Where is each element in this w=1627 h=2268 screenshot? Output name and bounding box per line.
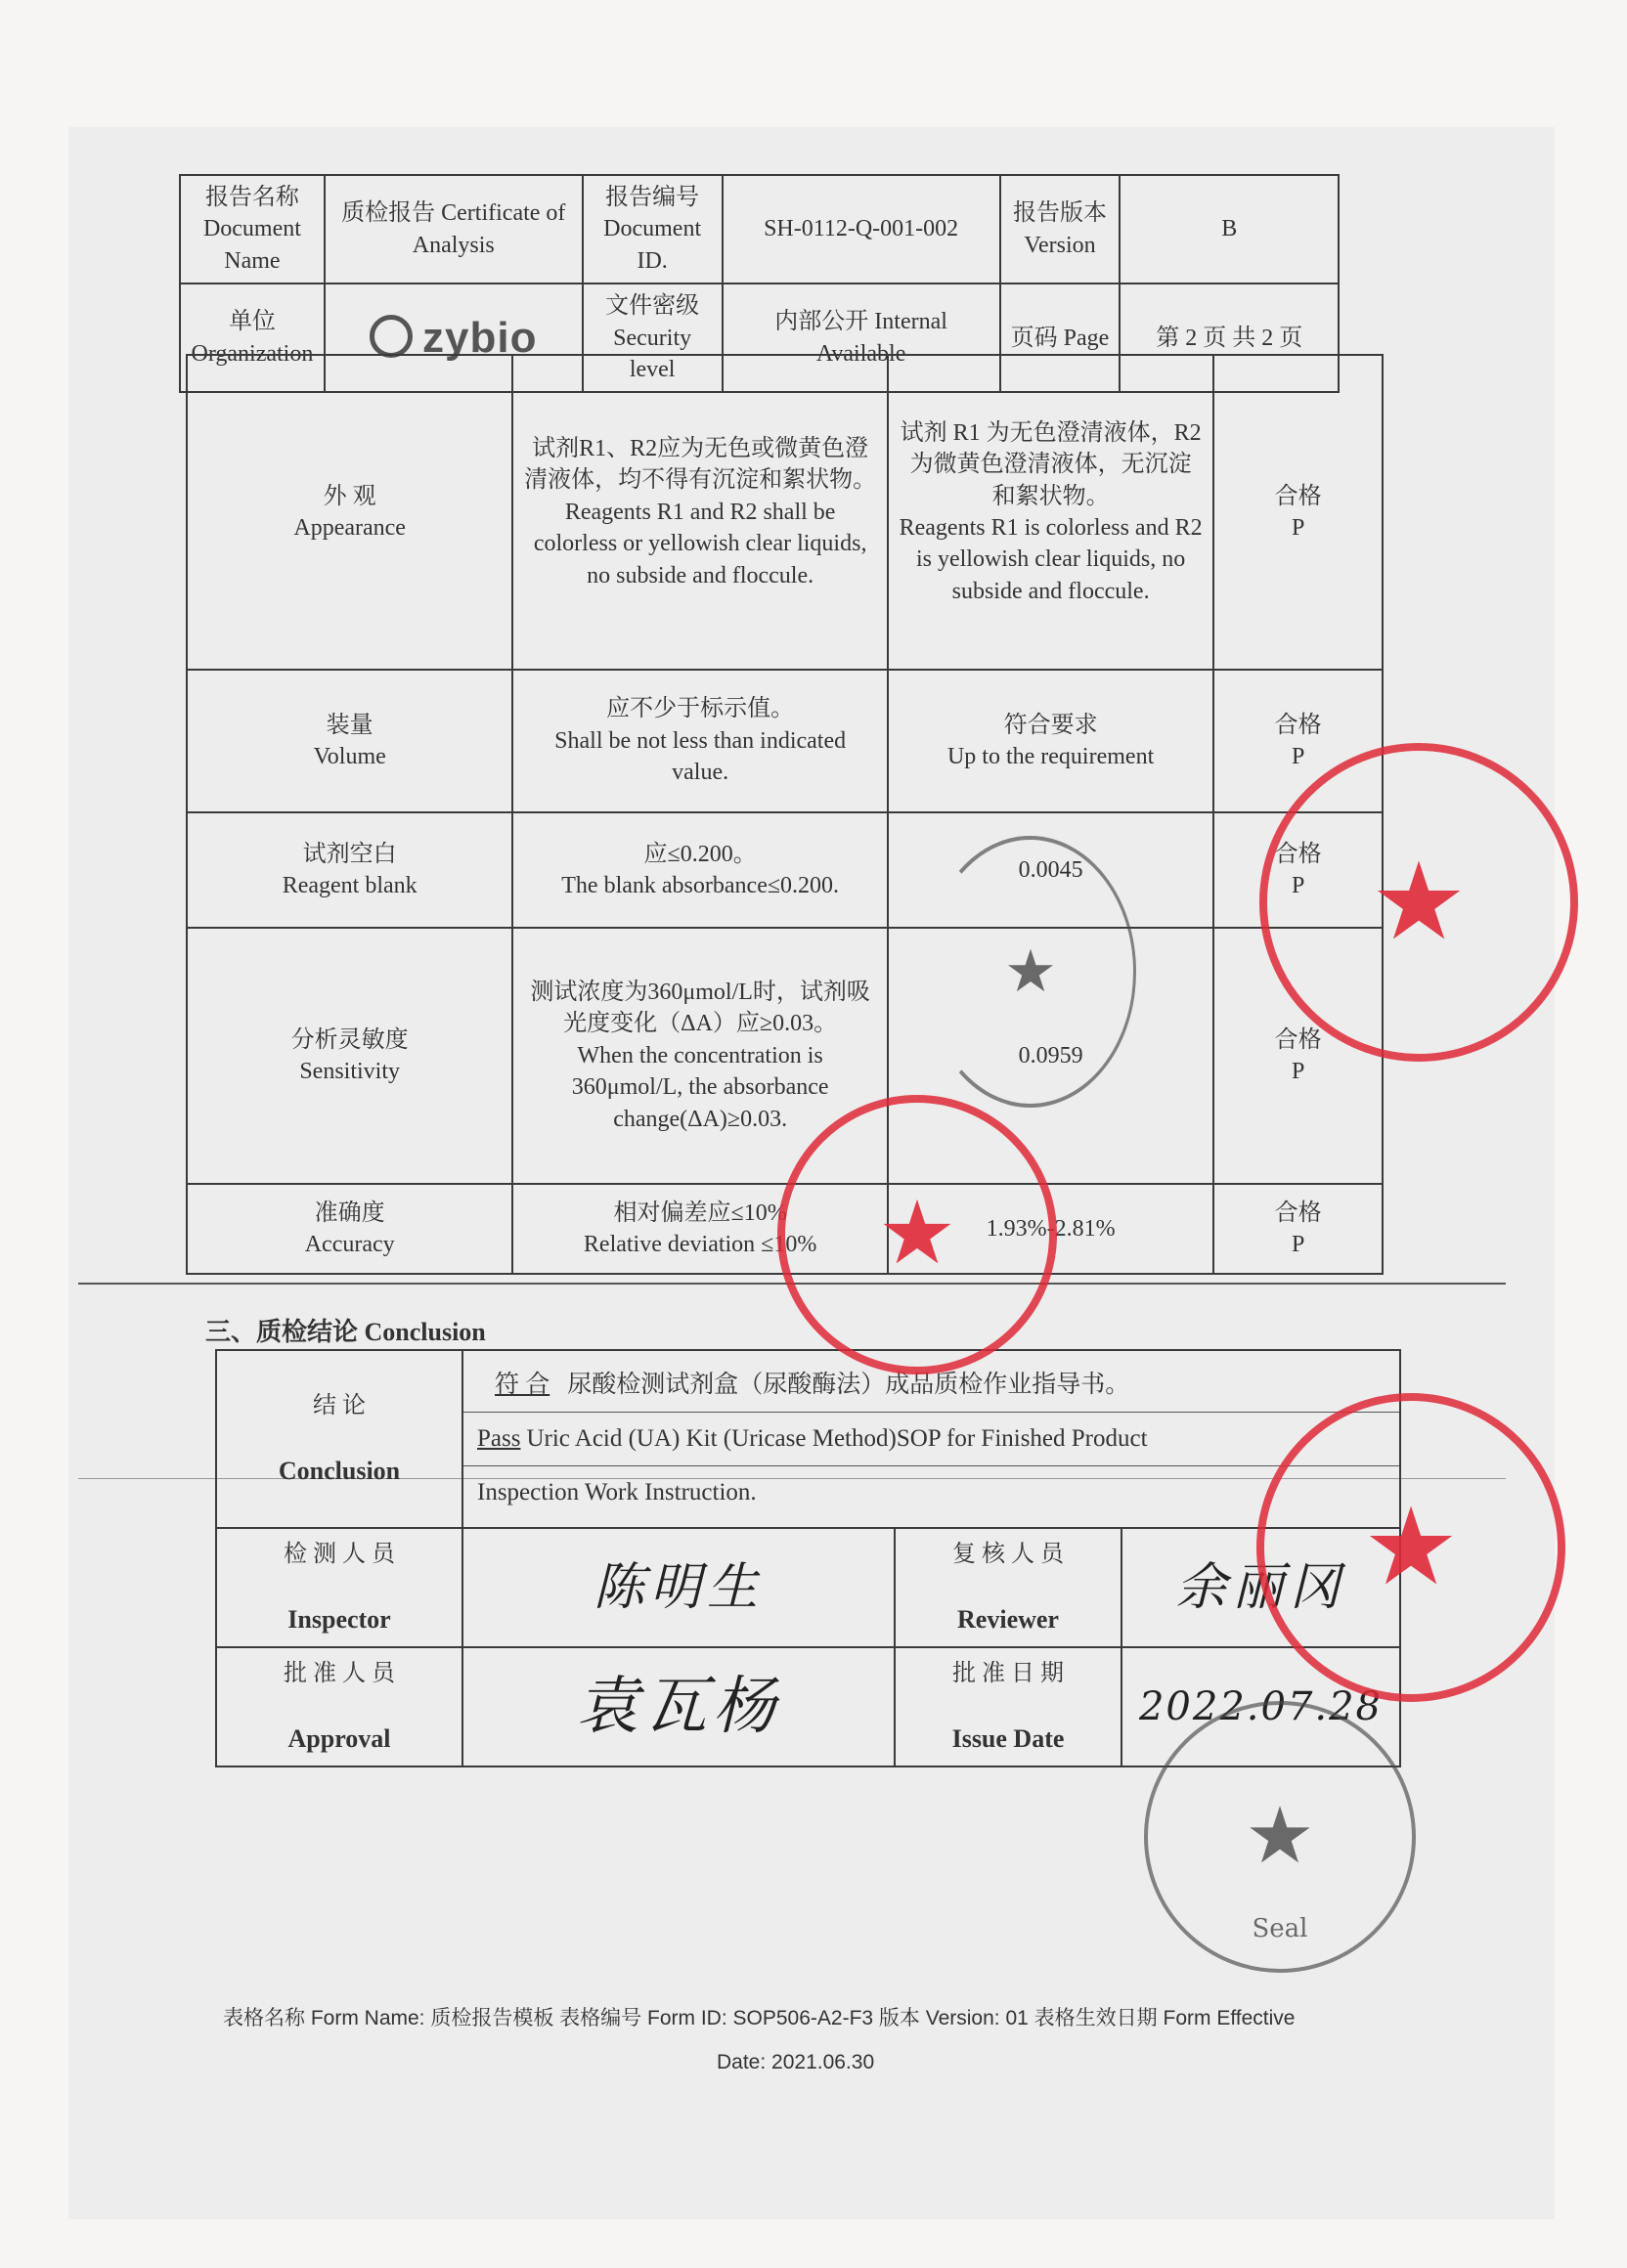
conclusion-table [215,1349,1401,1767]
approval-label: 批 准 人 员 Approval [216,1647,462,1766]
test-item: 装量 Volume [187,670,512,812]
test-result: 试剂 R1 为无色澄清液体，R2 为微黄色澄清液体，无沉淀和絮状物。 Reagents R1 is colorless and R2 is yellowish clear liquids, no subside and floccule. [888,355,1213,670]
test-requirement: 相对偏差应≤10% Relative deviation ≤10% [512,1184,888,1274]
seal-star-icon: ★ [1362,1488,1460,1607]
company-seal [1259,743,1578,1062]
seal-star-icon: ★ [877,1186,957,1283]
version-value: B [1120,175,1339,284]
table-row [187,812,1383,928]
doc-id-label: 报告编号 Document ID. [583,175,723,284]
test-verdict: 合格 P [1213,355,1383,670]
seal-star-icon: ★ [1245,1794,1315,1880]
test-requirement: 测试浓度为360μmol/L时，试剂吸光度变化（ΔA）应≥0.03。 When the concentration is 360μmol/L, the absorbance change(ΔA)≥0.03. [512,928,888,1184]
conclusion-label: 结 论 Conclusion [216,1350,462,1528]
seal-label: Seal [1252,1914,1308,1943]
test-result: 0.0959 [888,928,1213,1184]
page-value: 第 2 页 共 2 页 [1120,284,1339,392]
footer-form-info: 表格名称 Form Name: 质检报告模板 表格编号 Form ID: SOP506-A2-F3 版本 Version: 01 表格生效日期 Form Effective [223,2007,1296,2029]
doc-id-value: SH-0112-Q-001-002 [723,175,1000,284]
report-seal [1144,1701,1416,1973]
inspection-seal [777,1095,1057,1374]
conclusion-section-title: 三、质检结论 Conclusion [205,1318,486,1346]
test-requirement: 应不少于标示值。 Shall be not less than indicated value. [512,670,888,812]
inspector-signature: 陈明生 [462,1528,895,1647]
table-row [187,670,1383,812]
approval-signature: 袁瓦杨 [462,1647,895,1766]
seal-star-icon: ★ [1004,939,1057,1004]
test-verdict: 合格 P [1213,670,1383,812]
company-seal [1256,1393,1565,1702]
conclusion-line-2: Pass Uric Acid (UA) Kit (Uricase Method)SOP for Finished Product [463,1413,1399,1466]
test-result: 符合要求 Up to the requirement [888,670,1213,812]
form-footer [223,2002,1396,2074]
zybio-logo-icon [370,315,413,358]
issue-date-value: 2022.07.28 [1121,1647,1400,1766]
doc-name-label: 报告名称 Document Name [180,175,325,284]
reviewer-signature: 余丽冈 [1121,1528,1400,1647]
inspector-label: 检 测 人 员 Inspector [216,1528,462,1647]
test-requirement: 试剂R1、R2应为无色或微黄色澄清液体，均不得有沉淀和絮状物。 Reagents R1 and R2 shall be colorless or yellowish clear liquids, no subside and floccule. [512,355,888,670]
table-row [187,355,1383,670]
org-logo-text: zybio [422,314,538,363]
faded-seal [924,836,1136,1108]
footer-effective-date: Date: 2021.06.30 [717,2051,875,2073]
security-value: 内部公开 Internal Available [723,284,1000,392]
conclusion-line-3: Inspection Work Instruction. [477,1478,757,1505]
test-item: 分析灵敏度 Sensitivity [187,928,512,1184]
page-label: 页码 Page [1000,284,1121,392]
security-label: 文件密级 Security level [583,284,723,392]
table-row [187,928,1383,1184]
test-result: 1.93%-2.81% [888,1184,1213,1274]
test-item: 试剂空白 Reagent blank [187,812,512,928]
test-verdict: 合格 P [1213,928,1383,1184]
version-label: 报告版本 Version [1000,175,1121,284]
conclusion-line-1: 符 合 尿酸检测试剂盒（尿酸酶法）成品质检作业指导书。 [463,1359,1399,1413]
org-label: 单位 Organization [180,284,325,392]
doc-name-value: 质检报告 Certificate of Analysis [325,175,583,284]
conclusion-text [462,1350,1400,1528]
reviewer-label: 复 核 人 员 Reviewer [895,1528,1121,1647]
test-verdict: 合格 P [1213,812,1383,928]
test-requirement: 应≤0.200。 The blank absorbance≤0.200. [512,812,888,928]
test-item: 准确度 Accuracy [187,1184,512,1274]
test-item: 外 观 Appearance [187,355,512,670]
issue-date-label: 批 准 日 期 Issue Date [895,1647,1121,1766]
test-verdict: 合格 P [1213,1184,1383,1274]
test-results-table [186,354,1384,1275]
test-result: 0.0045 [888,812,1213,928]
seal-star-icon: ★ [1370,843,1468,962]
